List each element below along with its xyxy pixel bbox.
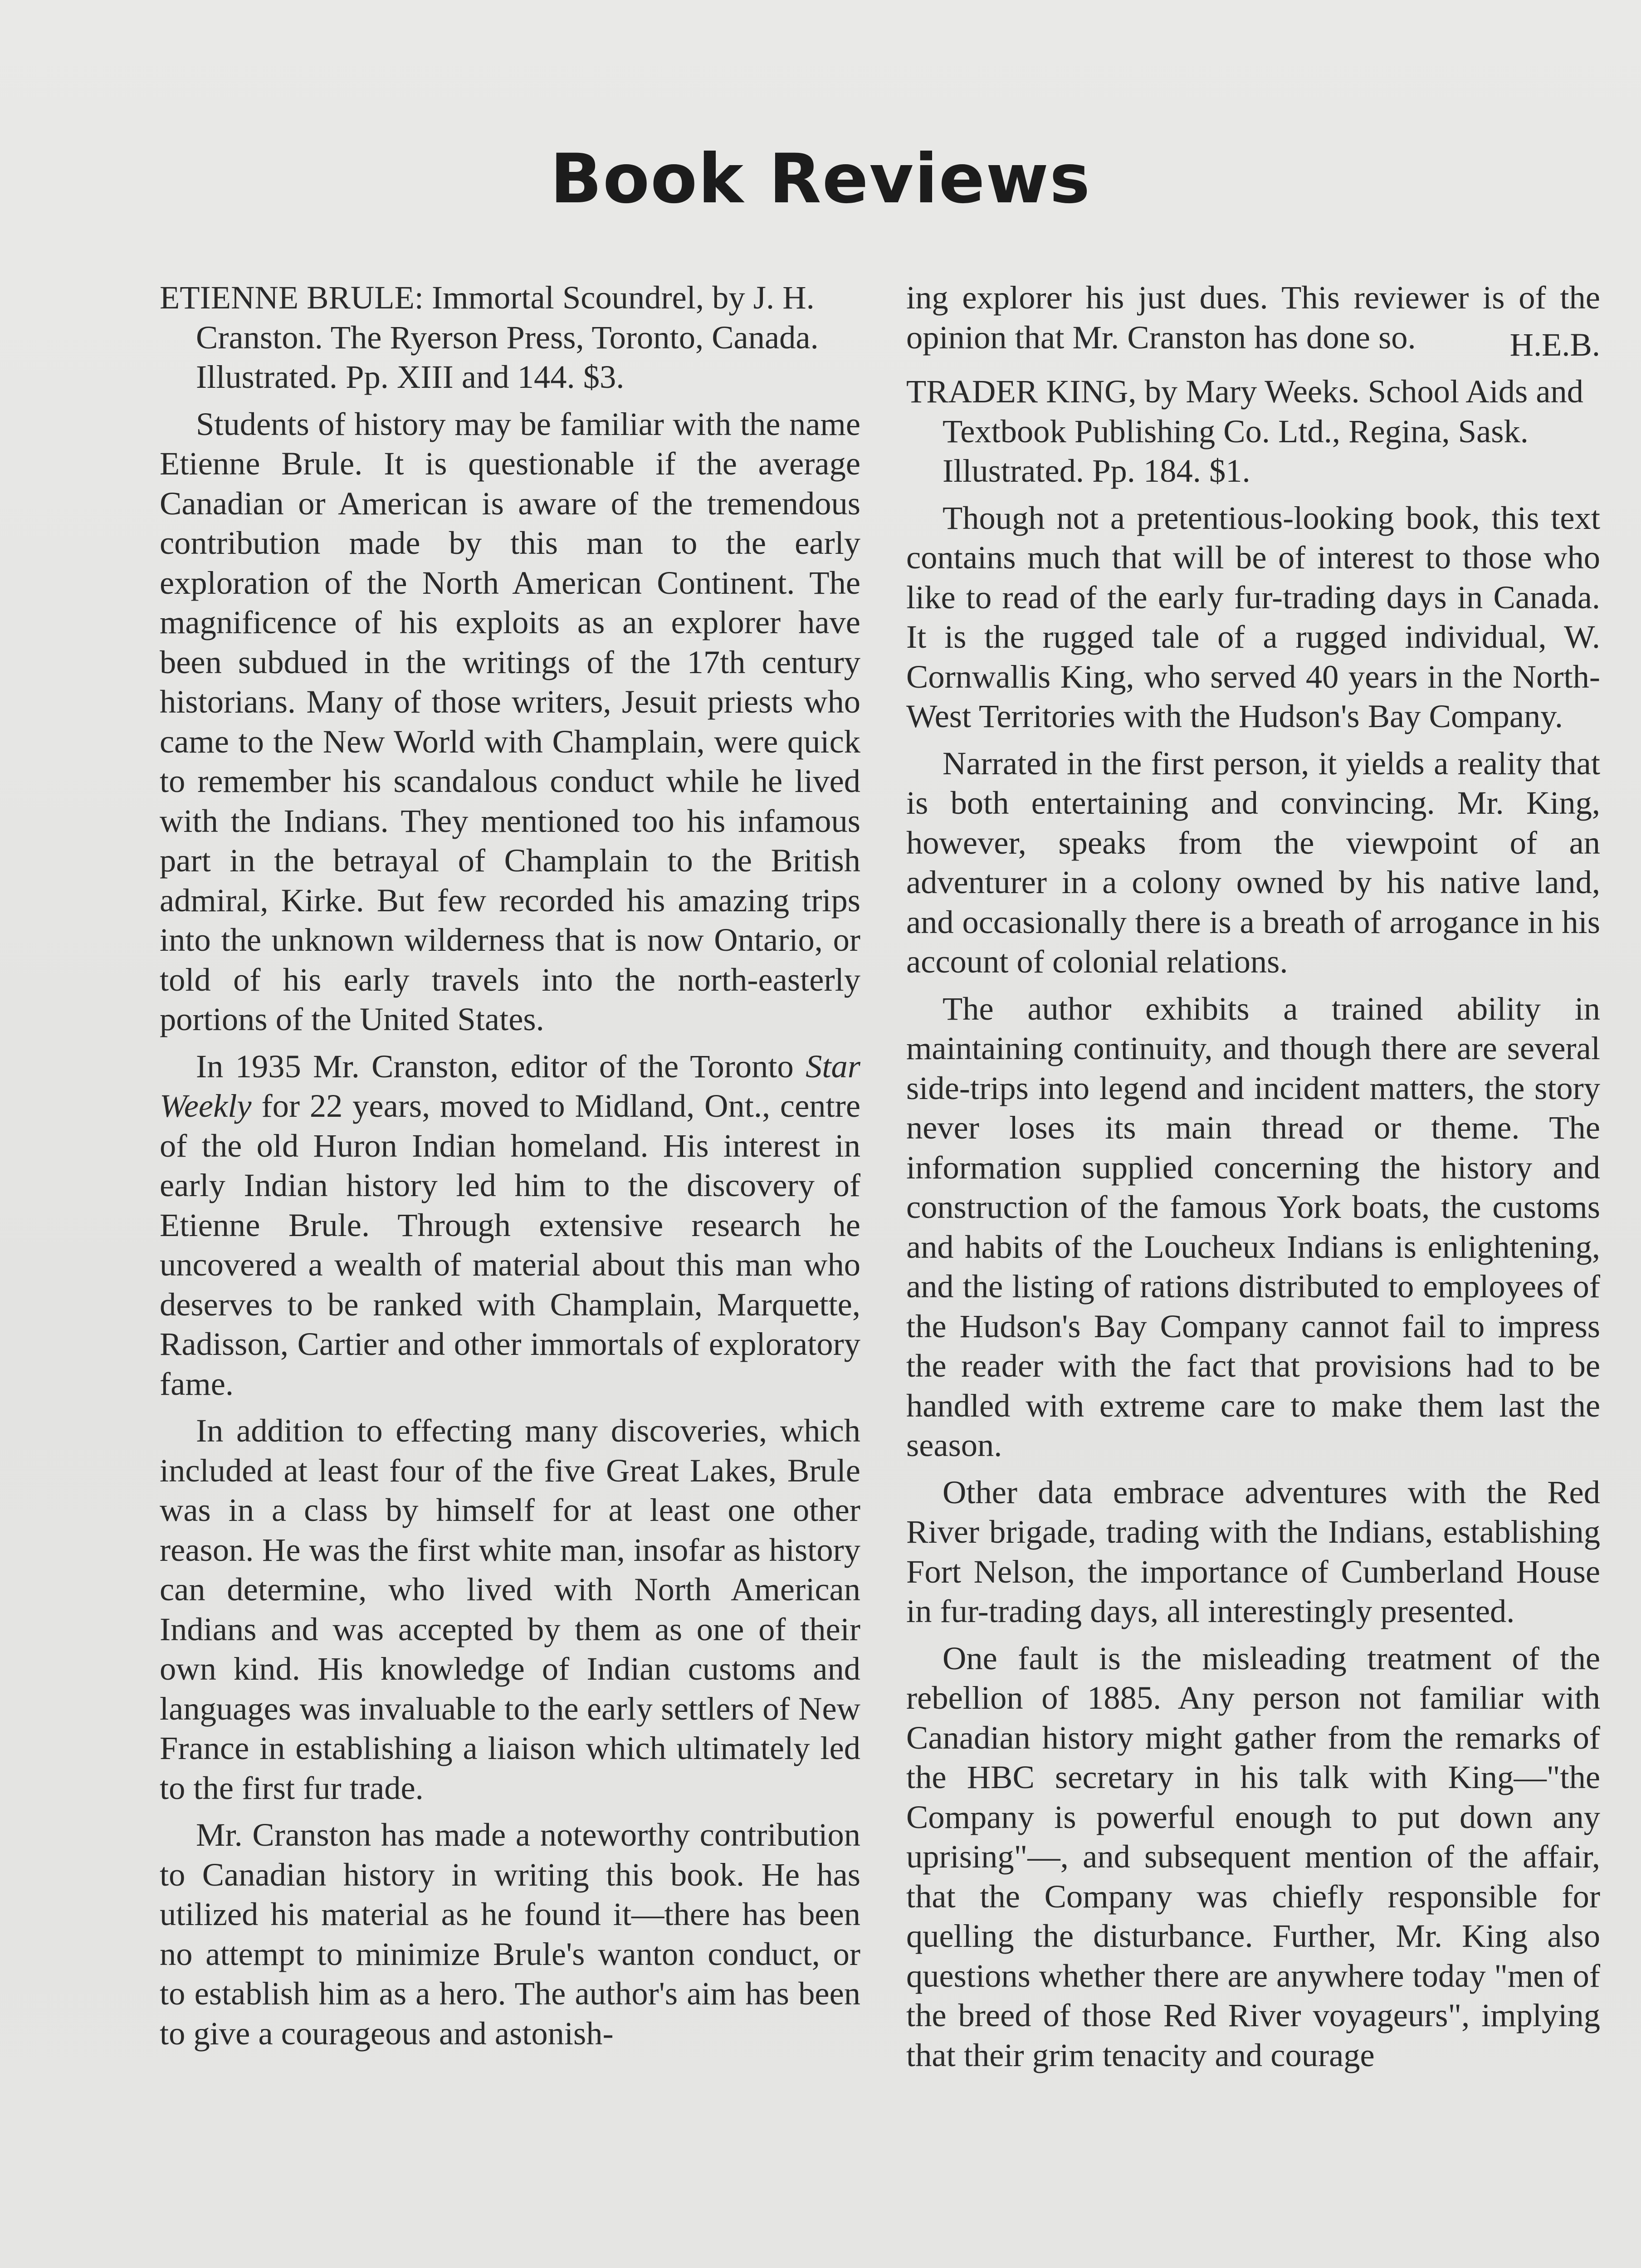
- paragraph: ing explorer his just dues. This reviewer is of the opinion that Mr. Cranston has done so.: [906, 279, 1600, 356]
- review-heading-trader-king: TRADER KING, by Mary Weeks. School Aids and Textbook Publishing Co. Ltd., Regina, Sask. Illustrated. Pp. 184. $1.: [906, 373, 1584, 489]
- paragraph: The author exhibits a trained ability in maintaining continuity, and though there are several side-trips into legend and incident matters, the story never loses its main thread or theme. The information supplied concerning the history and construction of the famous York boats, the customs and habits of the Loucheux Indians is enlightening, and the listing of rations distributed to employees of the Hudson's Bay Company cannot fail to impress the reader with the fact that provisions had to be handled with extreme care to make them last the season.: [906, 990, 1600, 1463]
- paragraph: Though not a pretentious-looking book, this text contains much that will be of interest to those who like to read of the early fur-trading days in Canada. It is the rugged tale of a rugged individual, W. Cornwallis King, who served 40 years in the North-West Territories with the Hudson's Bay Company.: [906, 499, 1600, 734]
- paragraph: Other data embrace adventures with the Red River brigade, trading with the Indians, establishing Fort Nelson, the importance of Cumberland House in fur-trading days, all interestingly presented.: [906, 1473, 1600, 1629]
- reviewer-signature: H.E.B.: [1509, 326, 1600, 363]
- paragraph-text: for 22 years, moved to Midland, Ont., centre of the old Huron Indian homeland. His interest in early Indian history led him to the discovery of Etienne Brule. Through extensive research he uncovered a wealth of material about this man who deserves to be ranked with Champlain, Marquette, Radisson, Cartier and other immortals of exploratory fame.: [160, 1087, 860, 1402]
- right-column: [906, 278, 1600, 2082]
- paragraph: Mr. Cranston has made a noteworthy contribution to Canadian history in writing this book. He has utilized his material as he found it—there has been no attempt to minimize Brule's wanton conduct, or to establish him as a hero. The author's aim has been to give a courageous and astonish-: [160, 1816, 860, 2052]
- page-title: Book Reviews: [550, 140, 1091, 219]
- left-column: [160, 278, 860, 2060]
- paragraph: One fault is the misleading treatment of the rebellion of 1885. Any person not familiar with Canadian history might gather from the remarks of the HBC secretary in his talk with King—"the Company is powerful enough to put down any uprising"—, and subsequent mention of the affair, that the Company was chiefly responsible for quelling the disturbance. Further, Mr. King also questions whether there are anywhere today "men of the breed of those Red River voyageurs", implying that their grim tenacity and courage: [906, 1639, 1600, 2073]
- paragraph: Narrated in the first person, it yields a reality that is both entertaining and convincing. Mr. King, however, speaks from the viewpoint of an adventurer in a colony owned by his native land, and occasionally there is a breath of arrogance in his account of colonial relations.: [906, 744, 1600, 980]
- paragraph-text: In 1935 Mr. Cranston, editor of the Toronto: [196, 1047, 806, 1085]
- paragraph: Students of history may be familiar with the name Etienne Brule. It is questionable if the average Canadian or American is aware of the tremendous contribution made by this man to the early exploration of the North American Continent. The magnificence of his exploits as an explorer have been subdued in the writings of the 17th century historians. Many of those writers, Jesuit priests who came to the New World with Champlain, were quick to remember his scandalous conduct while he lived with the Indians. They mentioned too his infamous part in the betrayal of Champlain to the British admiral, Kirke. But few recorded his amazing trips into the unknown wilderness that is now Ontario, or told of his early travels into the north-easterly portions of the United States.: [160, 405, 860, 1037]
- review-heading-etienne-brule: ETIENNE BRULE: Immortal Scoundrel, by J. H. Cranston. The Ryerson Press, Toronto, Canada. Illustrated. Pp. XIII and 144. $3.: [160, 279, 819, 395]
- paragraph: In addition to effecting many discoveries, which included at least four of the five Great Lakes, Brule was in a class by himself for at least one other reason. He was the first white man, insofar as history can determine, who lived with North American Indians and was accepted by them as one of their own kind. His knowledge of Indian customs and languages was invaluable to the early settlers of New France in establishing a liaison which ultimately led to the first fur trade.: [160, 1412, 860, 1806]
- publication-title: Star Weekly: [160, 1047, 860, 1124]
- paragraph: [160, 1046, 860, 1404]
